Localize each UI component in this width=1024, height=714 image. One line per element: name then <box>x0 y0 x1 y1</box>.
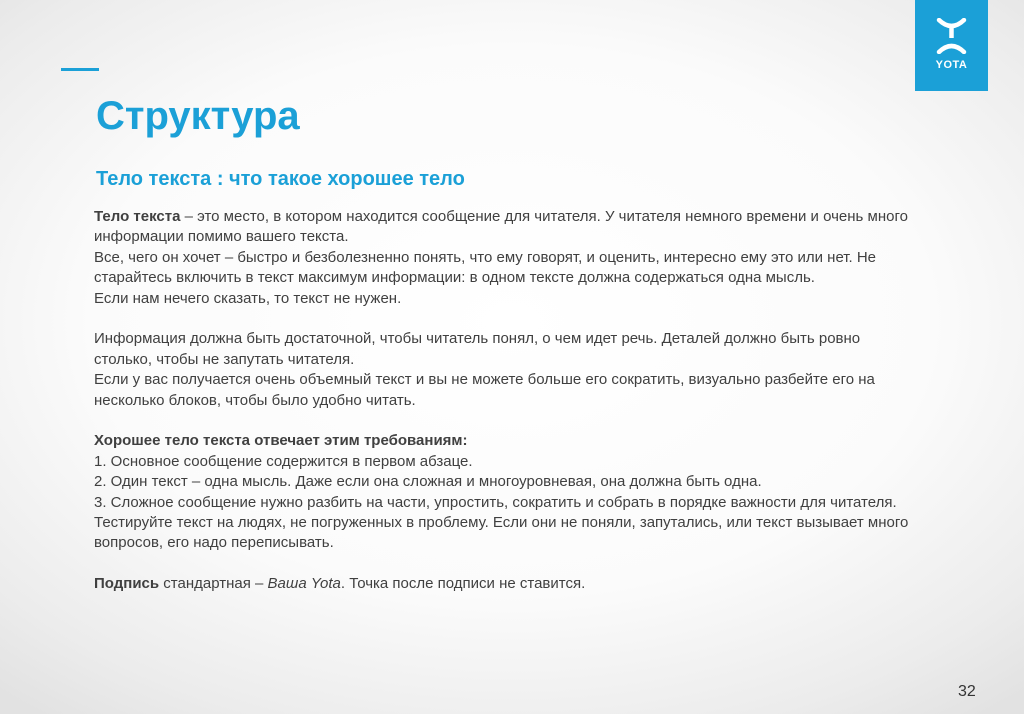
paragraph-signature <box>94 574 914 594</box>
paragraph-testing: Тестируйте текст на людях, не погруженных в проблему. Если они не поняли, запутались, или текст вызывает много вопросов, его надо переписывать. <box>94 514 909 552</box>
paragraph-blocks: Если у вас получается очень объемный текст и вы не можете больше его сократить, визуально разбейте его на несколько блоков, чтобы было удобно читать. <box>94 371 875 409</box>
paragraph-definition <box>94 207 914 248</box>
accent-line <box>61 68 99 71</box>
requirement-item: 1. Основное сообщение содержится в первом абзаце. <box>94 452 473 470</box>
definition-text: – это место, в котором находится сообщение для читателя. У читателя немного времени и очень много информации помимо вашего текста. <box>94 208 908 246</box>
yota-logo <box>915 0 988 91</box>
page-number: 32 <box>958 683 976 700</box>
signature-italic: Ваша Yota <box>267 575 341 593</box>
logo-text: YOTA <box>935 59 968 71</box>
signature-end: . Точка после подписи не ставится. <box>340 575 586 593</box>
signature-text: стандартная – <box>159 575 268 593</box>
paragraph-nothing-to-say: Если нам нечего сказать, то текст не нужен. <box>94 289 402 307</box>
requirements-heading <box>94 431 914 451</box>
slide-title: Структура <box>96 94 300 138</box>
requirements-heading-text: Хорошее тело текста отвечает этим требованиям: <box>94 432 468 450</box>
term-bold: Тело текста <box>94 208 181 225</box>
spacer <box>94 411 914 431</box>
requirement-item: 2. Один текст – одна мысль. Даже если она сложная и многоуровневая, она должна быть одна. <box>94 473 762 491</box>
spacer <box>94 309 914 329</box>
slide-subtitle: Тело текста : что такое хорошее тело <box>96 168 465 190</box>
signature-bold: Подпись <box>94 575 160 593</box>
spacer <box>94 554 914 574</box>
requirement-item: 3. Сложное сообщение нужно разбить на части, упростить, сократить и собрать в порядке важности для читателя. <box>94 493 897 511</box>
paragraph-information: Информация должна быть достаточной, чтобы читатель понял, о чем идет речь. Деталей должно быть ровно столько, чтобы не запутать читателя. <box>94 330 861 368</box>
paragraph-reader: Все, чего он хочет – быстро и безболезненно понять, что ему говорят, и оценить, интересно ему это или нет. Не старайтесь включить в текст максимум информации: в одном тексте должна содержаться одна мысль. <box>94 248 877 287</box>
body-text <box>94 207 914 595</box>
yota-symbol-icon <box>936 18 967 54</box>
